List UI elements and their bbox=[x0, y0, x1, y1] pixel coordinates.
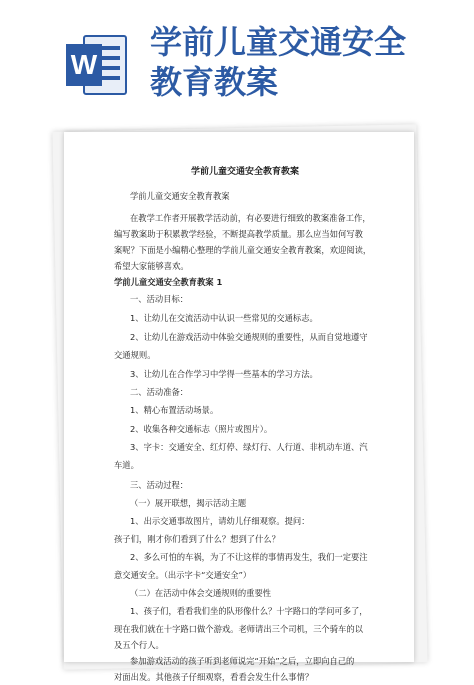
doc-line: 1、精心布置活动场景。 bbox=[130, 405, 219, 415]
doc-line: 3、字卡：交通安全、红灯停、绿灯行、人行道、非机动车道、汽 bbox=[130, 442, 368, 452]
header-banner bbox=[0, 0, 474, 118]
doc-line: 现在我们就在十字路口做个游戏。老师请出三个司机，三个骑车的以 bbox=[114, 624, 363, 634]
doc-line: 一、活动目标： bbox=[130, 294, 189, 304]
doc-line: 3、让幼儿在合作学习中学得一些基本的学习方法。 bbox=[130, 369, 318, 379]
doc-line: 意交通安全。（出示字卡“交通安全”） bbox=[114, 570, 252, 580]
document-title: 学前儿童交通安全教育教案 bbox=[190, 167, 299, 177]
doc-line: （一）展开联想，揭示活动主题 bbox=[130, 498, 247, 508]
doc-line: 参加游戏活动的孩子听到老师说完“开始”之后，立即向自己的 bbox=[130, 656, 355, 666]
doc-line: 1、孩子们，看看我们坐的队形像什么？十字路口的学问可多了， bbox=[130, 606, 368, 616]
doc-line: 2、让幼儿在游戏活动中体验交通规则的重要性，从而自觉地遵守 bbox=[130, 332, 368, 342]
doc-line: 孩子们，刚才你们看到了什么？想到了什么？ bbox=[114, 534, 280, 544]
doc-line: 案呢？下面是小编精心整理的学前儿童交通安全教育教案，欢迎阅读， bbox=[114, 245, 372, 255]
doc-line: 学前儿童交通安全教育教案 bbox=[130, 191, 230, 201]
doc-line: 2、收集各种交通标志（照片或图片）。 bbox=[130, 424, 273, 434]
doc-line: 1、出示交通事故图片，请幼儿仔细观察。提问： bbox=[130, 516, 310, 526]
doc-section-heading: 学前儿童交通安全教育教案 1 bbox=[114, 277, 223, 287]
doc-line: 车道。 bbox=[114, 460, 139, 470]
doc-line: 1、让幼儿在交流活动中认识一些常见的交通标志。 bbox=[130, 313, 318, 323]
doc-line: 在教学工作者开展教学活动前，有必要进行细致的教案准备工作， bbox=[130, 213, 371, 223]
doc-line: 编写教案助于积累教学经验，不断提高教学质量。那么应当如何写教 bbox=[114, 229, 363, 239]
doc-line: 希望大家能够喜欢。 bbox=[114, 261, 189, 271]
doc-line: 二、活动准备： bbox=[130, 387, 189, 397]
doc-line: （二）在活动中体会交通规则的重要性 bbox=[130, 588, 272, 598]
word-icon-letter: W bbox=[70, 49, 98, 80]
doc-line: 及五个行人。 bbox=[114, 640, 164, 650]
page-title-line-2: 教育教案 bbox=[150, 63, 279, 101]
page-title bbox=[150, 22, 470, 102]
doc-line: 交通规则。 bbox=[114, 350, 156, 360]
doc-line: 三、活动过程： bbox=[130, 480, 189, 490]
page-title-line-1: 学前儿童交通安全 bbox=[150, 23, 407, 61]
document-page bbox=[64, 132, 414, 682]
doc-line: 2、多么可怕的车祸，为了不让这样的事情再发生，我们一定要注 bbox=[130, 552, 368, 562]
doc-line: 对面出发。其他孩子仔细观察，看看会发生什么事情？ bbox=[114, 672, 314, 682]
word-document-icon bbox=[62, 30, 132, 100]
